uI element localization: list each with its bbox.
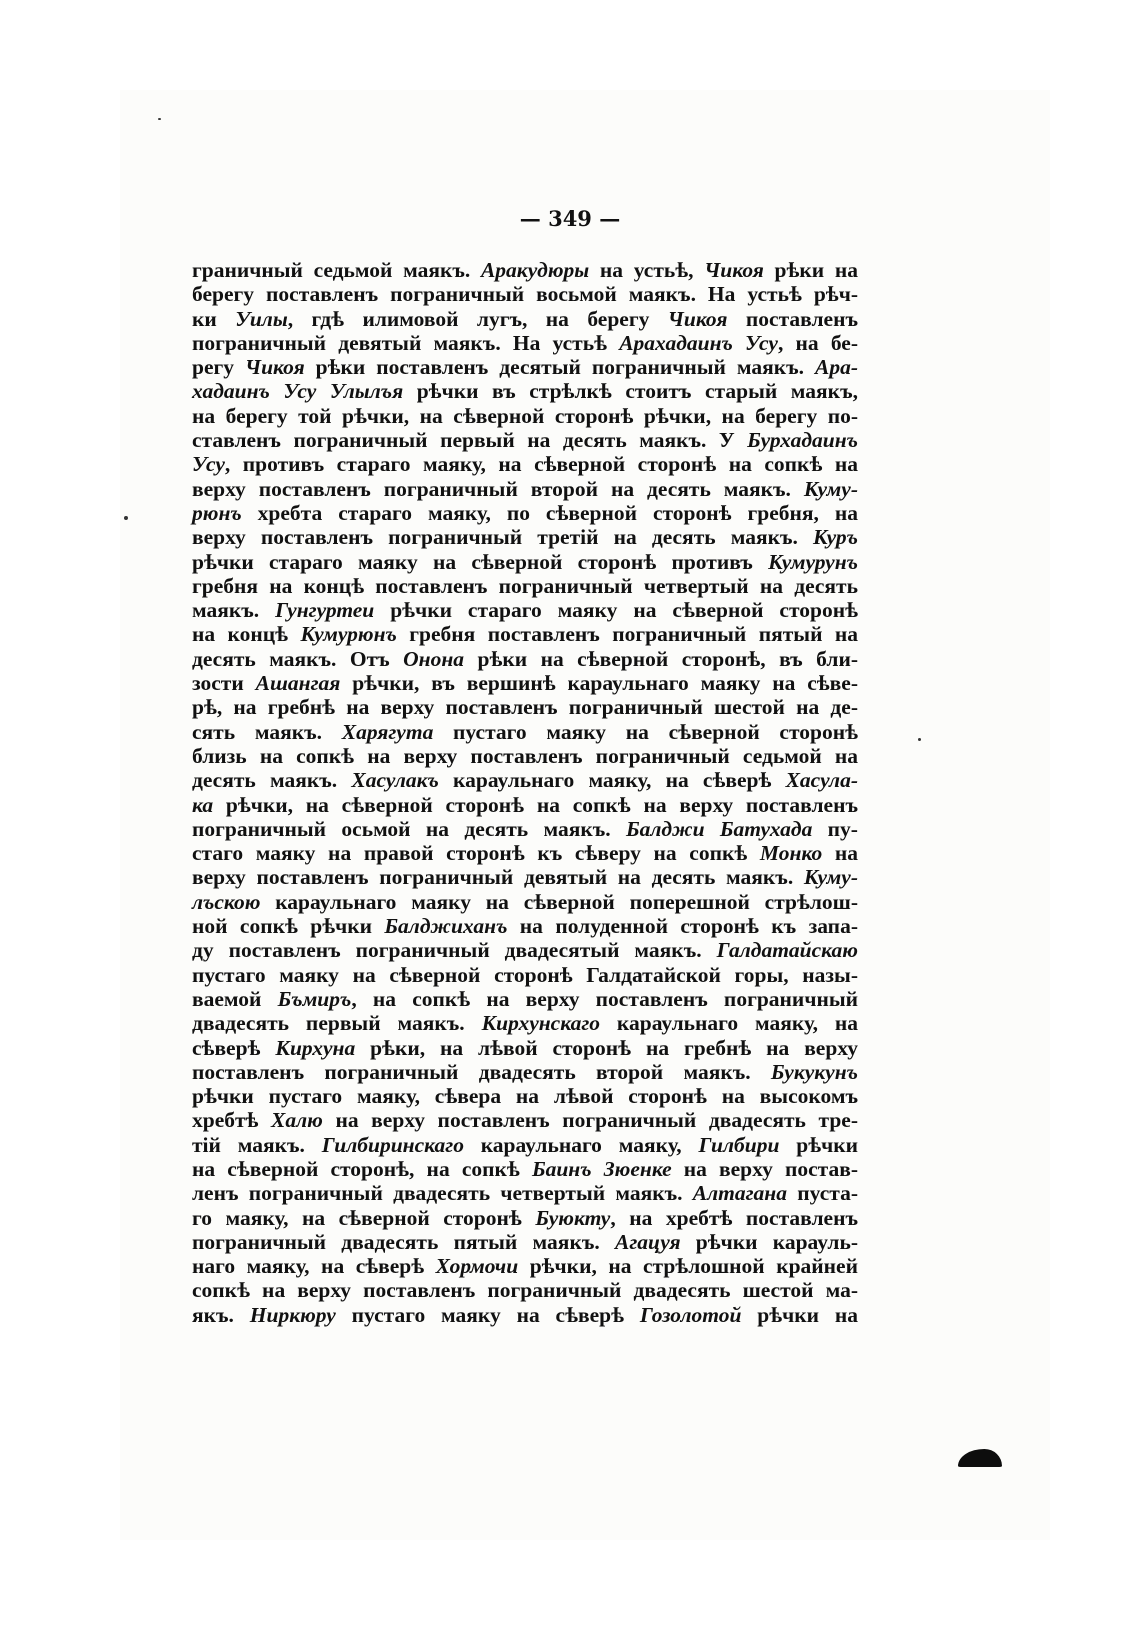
text-line xyxy=(192,428,858,452)
text-run: рѣ, на гребнѣ на верху поставленъ пограничный шестой на де- xyxy=(192,695,858,720)
italic-place-name: Ниркюру xyxy=(249,1302,336,1327)
italic-place-name: Кумурюнъ xyxy=(300,622,397,647)
text-run: рѣчки, въ вершинѣ караульнаго маяку на сѣве- xyxy=(340,671,858,696)
italic-place-name: Кирхунскаго xyxy=(481,1011,601,1036)
italic-place-name: Букукунъ xyxy=(770,1059,858,1084)
italic-place-name: Буюкту xyxy=(535,1205,611,1230)
text-line xyxy=(192,793,858,817)
text-run: близь на сопкѣ на верху поставленъ пограничный седьмой на xyxy=(192,743,858,768)
text-line xyxy=(192,1060,858,1084)
italic-place-name: Хасулакъ xyxy=(351,768,439,793)
italic-place-name: Уилы xyxy=(235,306,288,331)
italic-place-name: Гозолотой xyxy=(639,1302,742,1327)
text-line xyxy=(192,841,858,865)
text-run: на xyxy=(822,841,858,866)
italic-place-name: Онона xyxy=(403,646,465,671)
text-run: на верху поставленъ пограничный двадесять тре- xyxy=(322,1108,858,1133)
text-run: сопкѣ на верху поставленъ пограничный двадесять шестой ма- xyxy=(192,1278,858,1303)
italic-place-name: лъскою xyxy=(192,889,261,914)
text-run: поставленъ пограничный двадесять второй маякъ. xyxy=(192,1059,771,1084)
text-line xyxy=(192,525,858,549)
text-line xyxy=(192,1133,858,1157)
text-run: сять маякъ. xyxy=(192,719,342,744)
text-run: гребня на концѣ поставленъ пограничный четвертый на десять xyxy=(192,573,858,598)
italic-place-name: Кирхуна xyxy=(275,1035,356,1060)
text-line xyxy=(192,379,858,403)
text-line xyxy=(192,963,858,987)
text-run: двадесять первый маякъ. xyxy=(192,1011,482,1036)
italic-place-name: ка xyxy=(192,792,214,817)
text-line xyxy=(192,501,858,525)
text-line xyxy=(192,574,858,598)
text-line xyxy=(192,598,858,622)
text-line xyxy=(192,1011,858,1035)
italic-place-name: хадаинъ Усу Улылъя xyxy=(192,379,404,404)
text-run: го маяку, на сѣверной сторонѣ xyxy=(192,1205,536,1230)
text-run: ставленъ пограничный первый на десять маякъ. У xyxy=(192,428,748,453)
italic-place-name: Хасула- xyxy=(785,768,858,793)
italic-place-name: Алтагана xyxy=(692,1181,787,1206)
text-run: на полуденной сторонѣ къ запа- xyxy=(507,914,858,939)
italic-place-name: Халю xyxy=(271,1108,323,1133)
italic-place-name: Кумурунъ xyxy=(768,549,858,574)
text-run: граничный седьмой маякъ. xyxy=(192,258,481,282)
text-line xyxy=(192,865,858,889)
italic-place-name: Гилбири xyxy=(698,1132,780,1157)
text-run: рѣчки пустаго маяку, сѣвера на лѣвой сторонѣ на высокомъ xyxy=(192,1084,858,1109)
italic-place-name: Хормочи xyxy=(435,1254,519,1279)
italic-place-name: Ара- xyxy=(815,355,858,380)
italic-place-name: Харягута xyxy=(341,719,434,744)
text-run: караульнаго маяку, xyxy=(463,1132,699,1157)
text-run: хребта стараго маяку, по сѣверной сторонѣ гребня, на xyxy=(241,500,858,525)
text-run: , на бе- xyxy=(777,330,858,355)
text-run: ваемой xyxy=(192,986,278,1011)
italic-place-name: Чикоя xyxy=(667,306,728,331)
text-run: верху поставленъ пограничный третій на десять маякъ. xyxy=(192,525,813,550)
text-run: гребня поставленъ пограничный пятый на xyxy=(396,622,858,647)
ink-speck xyxy=(124,516,128,520)
text-run: рѣчки xyxy=(779,1132,858,1157)
text-line xyxy=(192,282,858,306)
text-run: на концѣ xyxy=(192,622,301,647)
text-run: на устьѣ, xyxy=(589,258,705,282)
ink-speck xyxy=(158,118,161,120)
text-run: рѣки на сѣверной сторонѣ, въ бли- xyxy=(464,646,858,671)
text-run: рѣчки въ стрѣлкѣ стоитъ старый маякъ, xyxy=(403,379,858,404)
text-line xyxy=(192,477,858,501)
text-line xyxy=(192,938,858,962)
italic-place-name: Куму- xyxy=(803,865,858,890)
text-run: рѣчки, на стрѣлошной крайней xyxy=(518,1254,858,1279)
text-run: зости xyxy=(192,671,256,696)
italic-place-name: Бурхадаинъ xyxy=(747,428,858,453)
text-line xyxy=(192,671,858,695)
text-run: пуста- xyxy=(787,1181,858,1206)
text-line xyxy=(192,1108,858,1132)
italic-place-name: Монко xyxy=(759,841,823,866)
text-run: рѣчки, на сѣверной сторонѣ на сопкѣ на верху поставленъ xyxy=(213,792,858,817)
italic-place-name: Чикоя xyxy=(244,355,305,380)
text-run: маякъ. xyxy=(192,598,276,623)
text-line xyxy=(192,890,858,914)
text-run: верху поставленъ пограничный второй на десять маякъ. xyxy=(192,476,804,501)
text-run: рѣки поставленъ десятый пограничный маякъ. xyxy=(304,355,815,380)
text-run: берегу поставленъ пограничный восьмой маякъ. На устьѣ рѣч- xyxy=(192,282,858,307)
text-run: регу xyxy=(192,355,245,380)
italic-place-name: Балджиханъ xyxy=(384,914,508,939)
text-line xyxy=(192,355,858,379)
text-line xyxy=(192,647,858,671)
text-run: караульнаго маяку, на xyxy=(600,1011,859,1036)
italic-place-name: Усу xyxy=(192,452,225,477)
text-run: , противъ стараго маяку, на сѣверной сторонѣ на сопкѣ на xyxy=(224,452,858,477)
text-run: тій маякъ. xyxy=(192,1132,322,1157)
italic-place-name: рюнъ xyxy=(192,500,242,525)
text-run: десять маякъ. Отъ xyxy=(192,646,404,671)
text-run: рѣчки на xyxy=(741,1302,858,1327)
text-run: караульнаго маяку на сѣверной поперешной стрѣлош- xyxy=(260,889,858,914)
text-run: рѣчки карауль- xyxy=(680,1229,858,1254)
text-run: , на сопкѣ на верху поставленъ пограничный xyxy=(351,986,859,1011)
page-number: — 349 — xyxy=(519,206,621,231)
text-run: рѣчки стараго маяку на сѣверной сторонѣ xyxy=(374,598,858,623)
text-run: на верху постав- xyxy=(671,1156,858,1181)
text-line xyxy=(192,550,858,574)
italic-place-name: Куму- xyxy=(803,476,858,501)
text-line xyxy=(192,1084,858,1108)
text-line xyxy=(192,817,858,841)
text-line xyxy=(192,1157,858,1181)
text-run: пустаго маяку на сѣверѣ xyxy=(335,1302,640,1327)
text-line xyxy=(192,987,858,1011)
text-run: наго маяку, на сѣверѣ xyxy=(192,1254,436,1279)
text-run: ной сопкѣ рѣчки xyxy=(192,914,385,939)
italic-place-name: Куръ xyxy=(813,525,858,550)
italic-place-name: Балджи Батухада xyxy=(625,816,813,841)
text-line xyxy=(192,1181,858,1205)
text-run: рѣчки стараго маяку на сѣверной сторонѣ противъ xyxy=(192,549,769,574)
italic-place-name: Гилбиринскаго xyxy=(321,1132,464,1157)
text-line xyxy=(192,720,858,744)
text-line xyxy=(192,695,858,719)
text-line xyxy=(192,768,858,792)
text-line xyxy=(192,258,858,282)
text-run: пустаго маяку на сѣверной сторонѣ Галдатайской горы, назы- xyxy=(192,962,858,987)
text-line xyxy=(192,744,858,768)
text-line xyxy=(192,622,858,646)
text-run: пу- xyxy=(812,816,858,841)
text-run: , на хребтѣ поставленъ xyxy=(610,1205,858,1230)
italic-place-name: Агацуя xyxy=(614,1229,681,1254)
text-run: рѣки на xyxy=(763,258,858,282)
text-run: на берегу той рѣчки, на сѣверной сторонѣ рѣчки, на берегу по- xyxy=(192,403,858,428)
text-run: хребтѣ xyxy=(192,1108,272,1133)
italic-place-name: Ашангая xyxy=(255,671,341,696)
italic-place-name: Аракудюры xyxy=(480,258,590,282)
text-line xyxy=(192,404,858,428)
italic-place-name: Бъмиръ xyxy=(277,986,352,1011)
text-run: стаго маяку на правой сторонѣ къ сѣверу на сопкѣ xyxy=(192,841,760,866)
text-run: поставленъ xyxy=(727,306,858,331)
text-run: пустаго маяку на сѣверной сторонѣ xyxy=(433,719,858,744)
text-line xyxy=(192,1303,858,1327)
text-line xyxy=(192,914,858,938)
italic-place-name: Гунгуртеи xyxy=(275,598,375,623)
text-run: десять маякъ. xyxy=(192,768,352,793)
text-run: на сѣверной сторонѣ, на сопкѣ xyxy=(192,1156,532,1181)
text-line xyxy=(192,307,858,331)
text-line xyxy=(192,1278,858,1302)
text-run: ленъ пограничный двадесять четвертый маякъ. xyxy=(192,1181,693,1206)
text-line xyxy=(192,1036,858,1060)
text-run: якъ. xyxy=(192,1302,250,1327)
text-run: сѣверѣ xyxy=(192,1035,276,1060)
italic-place-name: Баинъ Зюенке xyxy=(531,1156,672,1181)
text-run: рѣки, на лѣвой сторонѣ на гребнѣ на верху xyxy=(355,1035,858,1060)
text-run: пограничный осьмой на десять маякъ. xyxy=(192,816,626,841)
text-line xyxy=(192,1254,858,1278)
text-line xyxy=(192,452,858,476)
text-line xyxy=(192,331,858,355)
ink-speck xyxy=(918,738,921,741)
text-run: ки xyxy=(192,306,236,331)
text-run: пограничный девятый маякъ. На устьѣ xyxy=(192,330,620,355)
text-run: верху поставленъ пограничный девятый на десять маякъ. xyxy=(192,865,804,890)
text-run: ду поставленъ пограничный двадесятый маякъ. xyxy=(192,938,717,963)
text-line xyxy=(192,1230,858,1254)
text-line xyxy=(192,1206,858,1230)
italic-place-name: Арахадаинъ Усу xyxy=(619,330,778,355)
text-run: пограничный двадесять пятый маякъ. xyxy=(192,1229,615,1254)
text-run: , гдѣ илимовой лугъ, на берегу xyxy=(287,306,668,331)
body-text xyxy=(192,258,858,1327)
italic-place-name: Галдатайскаю xyxy=(716,938,858,963)
text-run: караульнаго маяку, на сѣверѣ xyxy=(438,768,786,793)
italic-place-name: Чикоя xyxy=(704,258,764,282)
